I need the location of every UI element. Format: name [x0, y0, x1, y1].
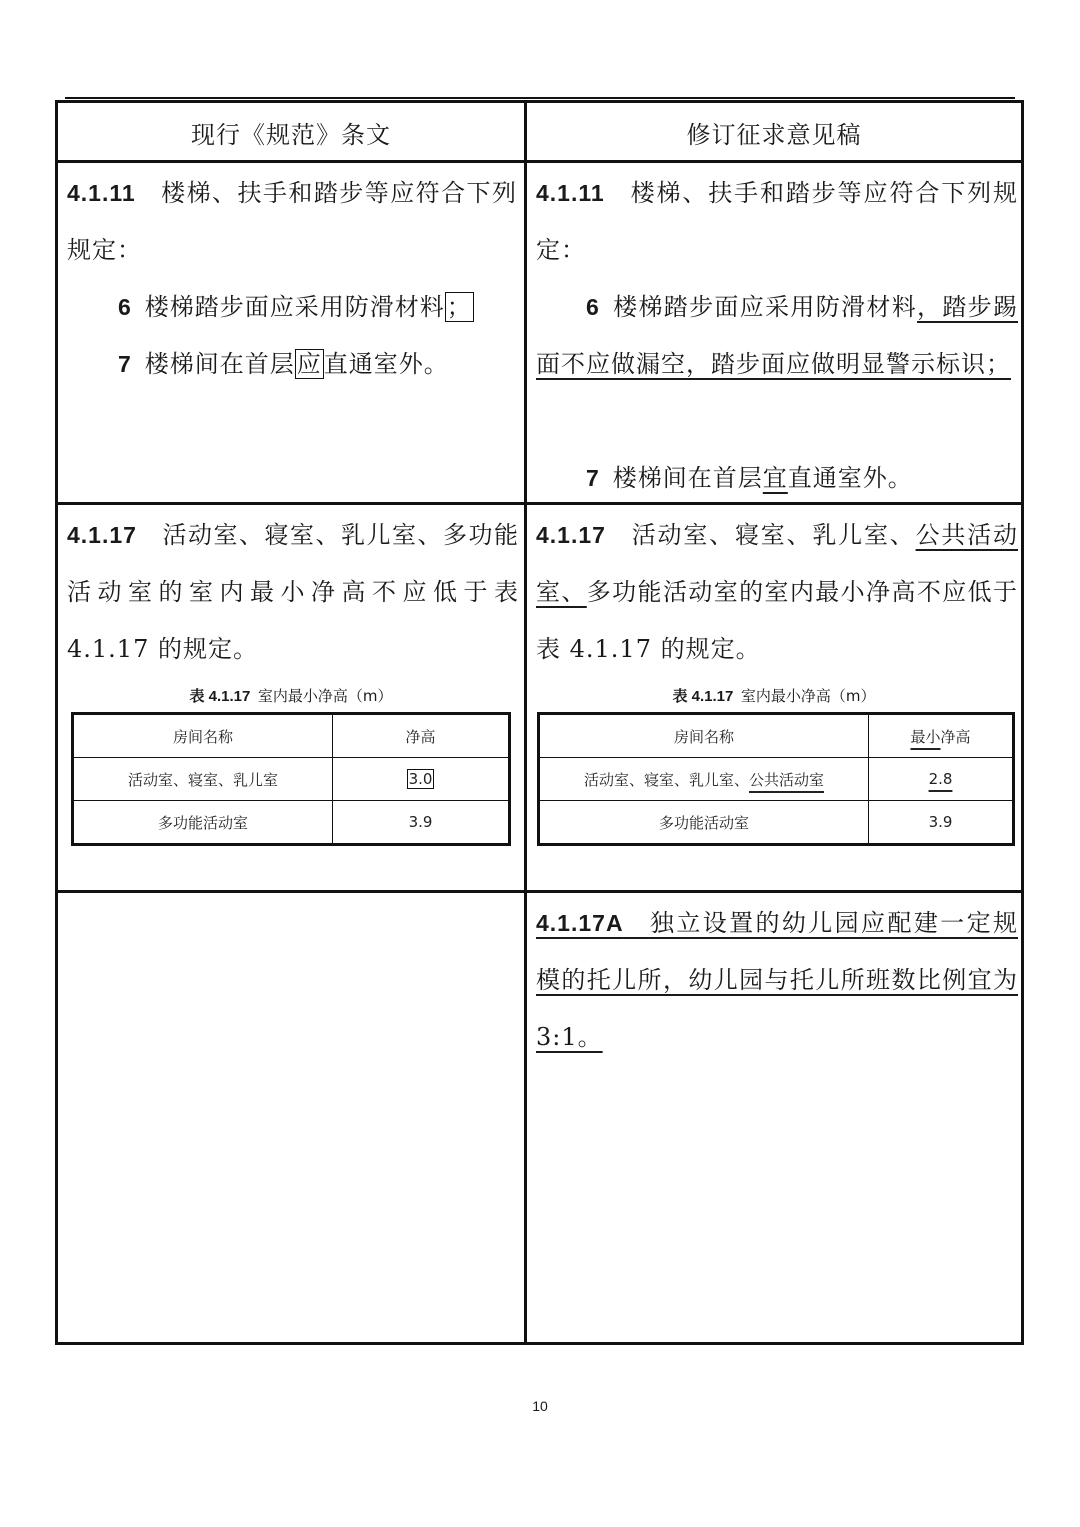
clause-number: 4.1.11: [536, 180, 605, 206]
table-header-row: [539, 714, 1014, 758]
clause-intro-text: 楼梯、扶手和踏步等应符合下列规定：: [536, 179, 1018, 264]
clause-number: 4.1.17: [67, 522, 137, 548]
row-name-pre: 活动室、寝室、乳儿室、: [583, 770, 749, 789]
item-number: 7: [586, 465, 600, 491]
item-text-pre: 楼梯间在首层: [612, 464, 763, 492]
table-row: [73, 801, 510, 845]
clause-text: [536, 507, 1018, 678]
clause-text: [67, 507, 519, 678]
table-caption: [527, 685, 1021, 706]
table-header-cell: 净高: [333, 714, 510, 758]
table-row: [539, 758, 1014, 801]
table-cell: [333, 758, 510, 801]
table-caption: [58, 685, 524, 706]
clause-4-1-11-revision: [527, 163, 1021, 502]
added-text: ，踏步踢面不应做漏空，踏步面应做明显警示标识；: [536, 293, 1019, 378]
header-cell-revision: [527, 103, 1021, 160]
table-header-cell: 房间名称: [73, 714, 333, 758]
clause-text: [536, 895, 1018, 1066]
item-text-post: 直通室外。: [323, 350, 449, 378]
clause-4-1-17-current: [58, 505, 524, 890]
clause-number: 4.1.17: [536, 522, 606, 548]
table-caption-number: 表 4.1.17: [189, 688, 251, 705]
item-text: 楼梯踏步面应采用防滑材料: [612, 293, 918, 321]
clause-4-1-11-current: [58, 163, 524, 502]
deletion-mark: 应: [296, 350, 322, 378]
table-cell: 多功能活动室: [73, 801, 333, 845]
item-6: [536, 279, 1018, 393]
clause-4-1-17a-revision: [527, 893, 1021, 1342]
item-number: 6: [118, 294, 132, 320]
header-cell-current: [58, 103, 524, 160]
revised-value: 2.8: [928, 770, 953, 788]
table-cell: [539, 758, 869, 801]
clause-number: 4.1.11: [67, 180, 136, 206]
item-7: [118, 336, 518, 393]
top-rule: [65, 97, 1015, 99]
table-cell: [869, 758, 1014, 801]
table-header-cell: 房间名称: [539, 714, 869, 758]
item-text: 楼梯踏步面应采用防滑材料: [144, 293, 445, 321]
item-number: 6: [586, 294, 600, 320]
table-cell: 3.9: [869, 801, 1014, 845]
table-cell: 3.9: [333, 801, 510, 845]
item-number: 7: [118, 351, 132, 377]
clause-intro-text: 楼梯、扶手和踏步等应符合下列规定：: [67, 179, 517, 264]
table-caption-text: 室内最小净高（m）: [257, 687, 393, 705]
added-text: 最小: [910, 727, 941, 746]
table-header-cell: [869, 714, 1014, 758]
header-revision-label: 修订征求意见稿: [686, 121, 862, 149]
empty-cell: [58, 893, 524, 1342]
revised-word: 宜: [762, 464, 788, 492]
item-text-post: 直通室外。: [787, 464, 913, 492]
header-value-text: 净高: [940, 727, 971, 746]
table-caption-number: 表 4.1.17: [672, 688, 734, 705]
added-text: 公共活动室: [749, 770, 825, 789]
clause-body-pre: 活动室、寝室、乳儿室、: [630, 521, 916, 549]
item-text-pre: 楼梯间在首层: [144, 350, 295, 378]
clause-body: 独立设置的幼儿园应配建一定规模的托儿所，幼儿园与托儿所班数比例宜为3:1。: [536, 909, 1018, 1051]
table-caption-text: 室内最小净高（m）: [740, 687, 876, 705]
item-6: [118, 279, 518, 336]
deletion-mark: 3.0: [408, 770, 433, 788]
clause-intro: [536, 165, 1018, 279]
height-table: [537, 712, 1015, 846]
item-7: [586, 450, 1018, 507]
height-table: [71, 712, 511, 846]
header-current-label: 现行《规范》条文: [191, 121, 391, 149]
clause-intro: [67, 165, 517, 279]
deletion-mark: ；: [446, 293, 472, 321]
table-header-row: [73, 714, 510, 758]
comparison-table: [55, 100, 1024, 1345]
table-row: [539, 801, 1014, 845]
clause-4-1-17-revision: [527, 505, 1021, 890]
table-row: [73, 758, 510, 801]
table-cell: 活动室、寝室、乳儿室: [73, 758, 333, 801]
added-text: 公共活动室、: [536, 521, 1019, 606]
clause-body: 活动室、寝室、乳儿室、多功能活动室的室内最小净高不应低于表 4.1.17 的规定。: [67, 521, 519, 663]
table-cell: 多功能活动室: [539, 801, 869, 845]
clause-number: 4.1.17A: [536, 910, 624, 936]
clause-body-post: 多功能活动室的室内最小净高不应低于表 4.1.17 的规定。: [536, 578, 1019, 663]
page-number: 10: [532, 1398, 548, 1414]
